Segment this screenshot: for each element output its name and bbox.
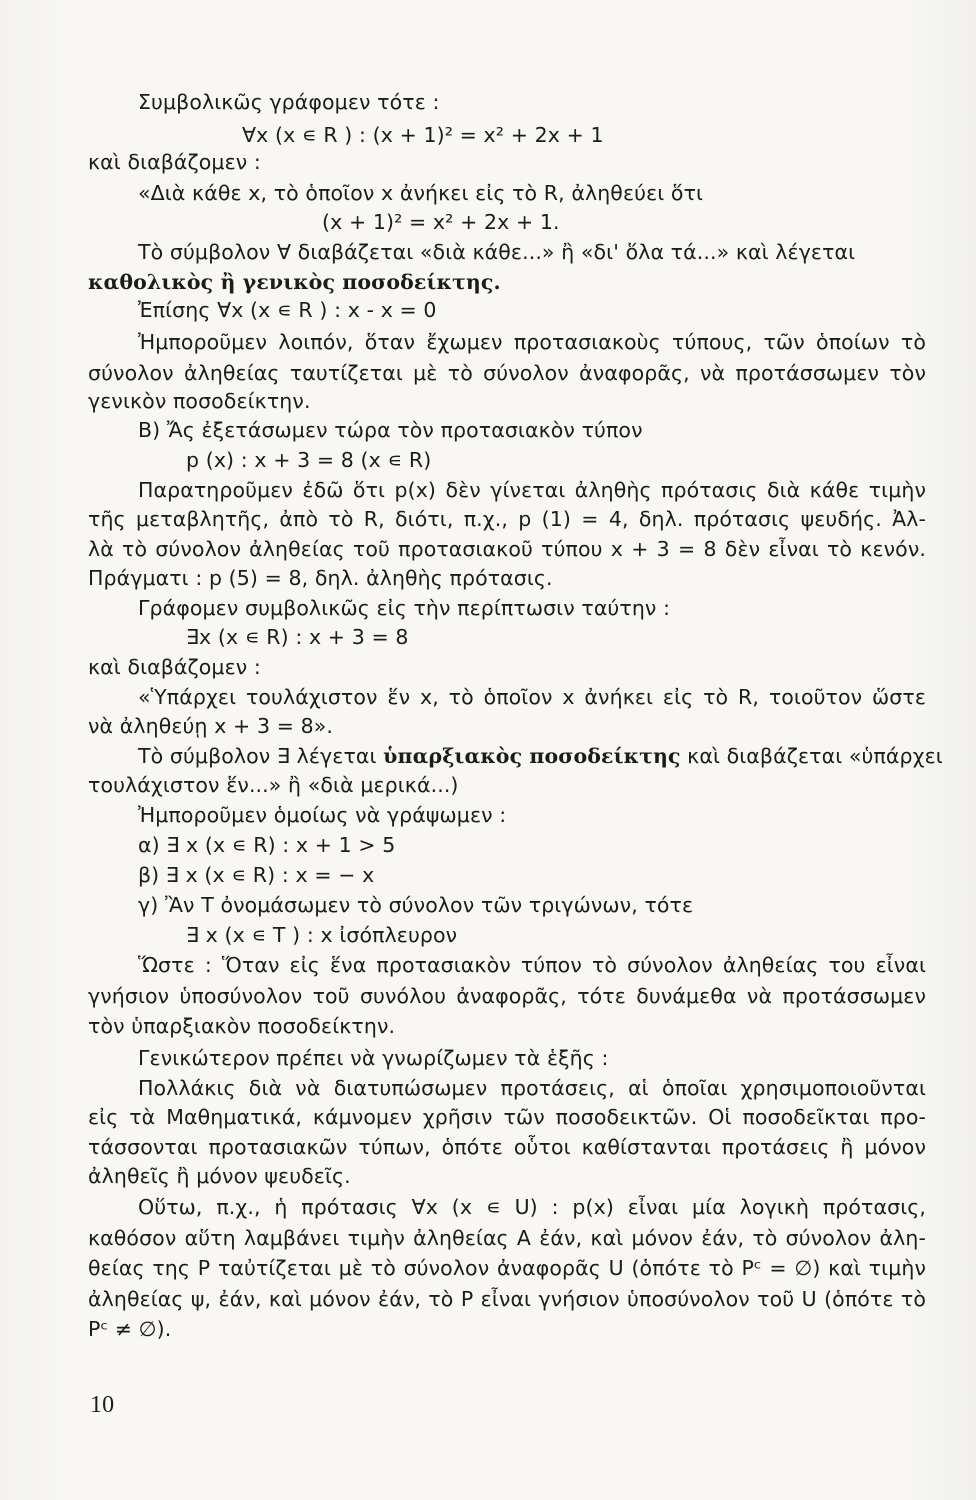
- text-line: «Ὑπάρχει τουλάχιστον ἕν x, τὸ ὁποῖον x ἀνήκει εἰς τὸ R, τοιοῦτον ὥστε: [138, 685, 926, 709]
- text-line: «Διὰ κάθε x, τὸ ὁποῖον x ἀνήκει εἰς τὸ R, ἀληθεύει ὅτι: [138, 181, 704, 205]
- text-span: Τὸ σύμβολον ∃ λέγεται: [138, 744, 384, 768]
- page-number: 10: [90, 1392, 115, 1418]
- text-line: τάσσονται προτασιακῶν τύπων, ὁπότε οὗτοι καθίστανται προτάσεις ἢ μόνον: [88, 1135, 926, 1159]
- text-line: γενικὸν ποσοδείκτην.: [88, 389, 311, 413]
- section-b-line: Β) Ἄς ἐξετάσωμεν τώρα τὸν προτασιακὸν τύπον: [138, 418, 643, 442]
- text-line: νὰ ἀληθεύῃ x + 3 = 8».: [88, 714, 334, 738]
- text-line: Πολλάκις διὰ νὰ διατυπώσωμεν προτάσεις, αἱ ὁποῖαι χρησιμοποιοῦνται: [138, 1076, 926, 1100]
- text-line: Γενικώτερον πρέπει νὰ γνωρίζωμεν τὰ ἑξῆς :: [138, 1046, 609, 1070]
- text-line: Ὥστε : Ὅταν εἰς ἕνα προτασιακὸν τύπον τὸ σύνολον ἀληθείας του εἶναι: [138, 953, 926, 977]
- text-line: τουλάχιστον ἕν...» ἢ «διὰ μερικά...): [88, 773, 459, 797]
- formula-line: α) ∃ x (x ∊ R) : x + 1 > 5: [138, 833, 396, 857]
- text-line: λὰ τὸ σύνολον ἀληθείας τοῦ προτασιακοῦ τύπου x + 3 = 8 δὲν εἶναι τὸ κενόν.: [88, 537, 926, 561]
- formula-line: β) ∃ x (x ∊ R) : x = − x: [138, 863, 375, 887]
- text-line: καθόσον αὕτη λαμβάνει τιμὴν ἀληθείας Α ἐάν, καὶ μόνον ἐάν, τὸ σύνολον ἀλη-: [88, 1226, 926, 1250]
- formula-line: ∀x (x ∊ R ) : (x + 1)² = x² + 2x + 1: [242, 123, 604, 147]
- text-line: γνήσιον ὑποσύνολον τοῦ συνόλου ἀναφορᾶς, τότε δυνάμεθα νὰ προτάσσωμεν: [88, 984, 926, 1008]
- formula-line: Ἐπίσης ∀x (x ∊ R ) : x - x = 0: [138, 298, 437, 322]
- text-line: γ) Ἂν Τ ὀνομάσωμεν τὸ σύνολον τῶν τριγώνων, τότε: [138, 893, 694, 917]
- formula-line: ∃x (x ∊ R) : x + 3 = 8: [186, 625, 409, 649]
- text-line-with-term: [138, 741, 943, 771]
- text-line: τὸν ὑπαρξιακὸν ποσοδείκτην.: [88, 1014, 396, 1038]
- formula-line: (x + 1)² = x² + 2x + 1.: [322, 210, 560, 234]
- text-line: Συμβολικῶς γράφομεν τότε :: [138, 90, 440, 114]
- bold-term: ὑπαρξιακὸς ποσοδείκτης: [383, 744, 681, 768]
- text-line: ἀληθείας ψ, ἐάν, καὶ μόνον ἐάν, τὸ P εἶναι γνήσιον ὑποσύνολον τοῦ U (ὁπότε τὸ: [88, 1287, 926, 1311]
- text-line: εἰς τὰ Μαθηματικά, κάμνομεν χρῆσιν τῶν ποσοδεικτῶν. Οἱ ποσοδεῖκται προ-: [88, 1105, 926, 1129]
- text-line: Οὕτω, π.χ., ἡ πρότασις ∀x (x ∊ U) : p(x) εἶναι μία λογικὴ πρότασις,: [138, 1195, 926, 1219]
- text-line: Ἠμποροῦμεν λοιπόν, ὅταν ἔχωμεν προτασιακοὺς τύπους, τῶν ὁποίων τὸ: [138, 330, 926, 354]
- text-line: Πράγματι : p (5) = 8, δηλ. ἀληθὴς πρότασις.: [88, 566, 553, 590]
- formula-line: p (x) : x + 3 = 8 (x ∊ R): [186, 448, 432, 472]
- text-line: Pᶜ ≠ ∅).: [88, 1317, 172, 1341]
- text-line: ἀληθεῖς ἢ μόνον ψευδεῖς.: [88, 1164, 351, 1188]
- text-line: Τὸ σύμβολον ∀ διαβάζεται «διὰ κάθε...» ἢ «δι' ὅλα τά...» καὶ λέγεται: [138, 240, 856, 264]
- text-line: τῆς μεταβλητῆς, ἀπὸ τὸ R, διότι, π.χ., p (1) = 4, δηλ. πρότασις ψευδής. Ἀλ-: [88, 507, 926, 531]
- text-line: Παρατηροῦμεν ἐδῶ ὅτι p(x) δὲν γίνεται ἀληθὴς πρότασις διὰ κάθε τιμὴν: [138, 478, 926, 502]
- text-line: καὶ διαβάζομεν :: [88, 655, 261, 679]
- text-line: καὶ διαβάζομεν :: [88, 150, 261, 174]
- text-line: σύνολον ἀληθείας ταυτίζεται μὲ τὸ σύνολον ἀναφορᾶς, νὰ προτάσσωμεν τὸν: [88, 361, 926, 385]
- text-line: θείας της P ταὐτίζεται μὲ τὸ σύνολον ἀναφορᾶς U (ὁπότε τὸ Pᶜ = ∅) καὶ τιμὴν: [88, 1256, 926, 1280]
- text-line: Ἠμποροῦμεν ὁμοίως νὰ γράψωμεν :: [138, 803, 507, 827]
- formula-line: ∃ x (x ∊ T ) : x ἰσόπλευρον: [186, 923, 458, 947]
- text-line: Γράφομεν συμβολικῶς εἰς τὴν περίπτωσιν ταύτην :: [138, 596, 671, 620]
- bold-term-line: καθολικὸς ἢ γενικὸς ποσοδείκτης.: [88, 270, 501, 294]
- text-span: καὶ διαβάζεται «ὑπάρχει: [680, 744, 943, 768]
